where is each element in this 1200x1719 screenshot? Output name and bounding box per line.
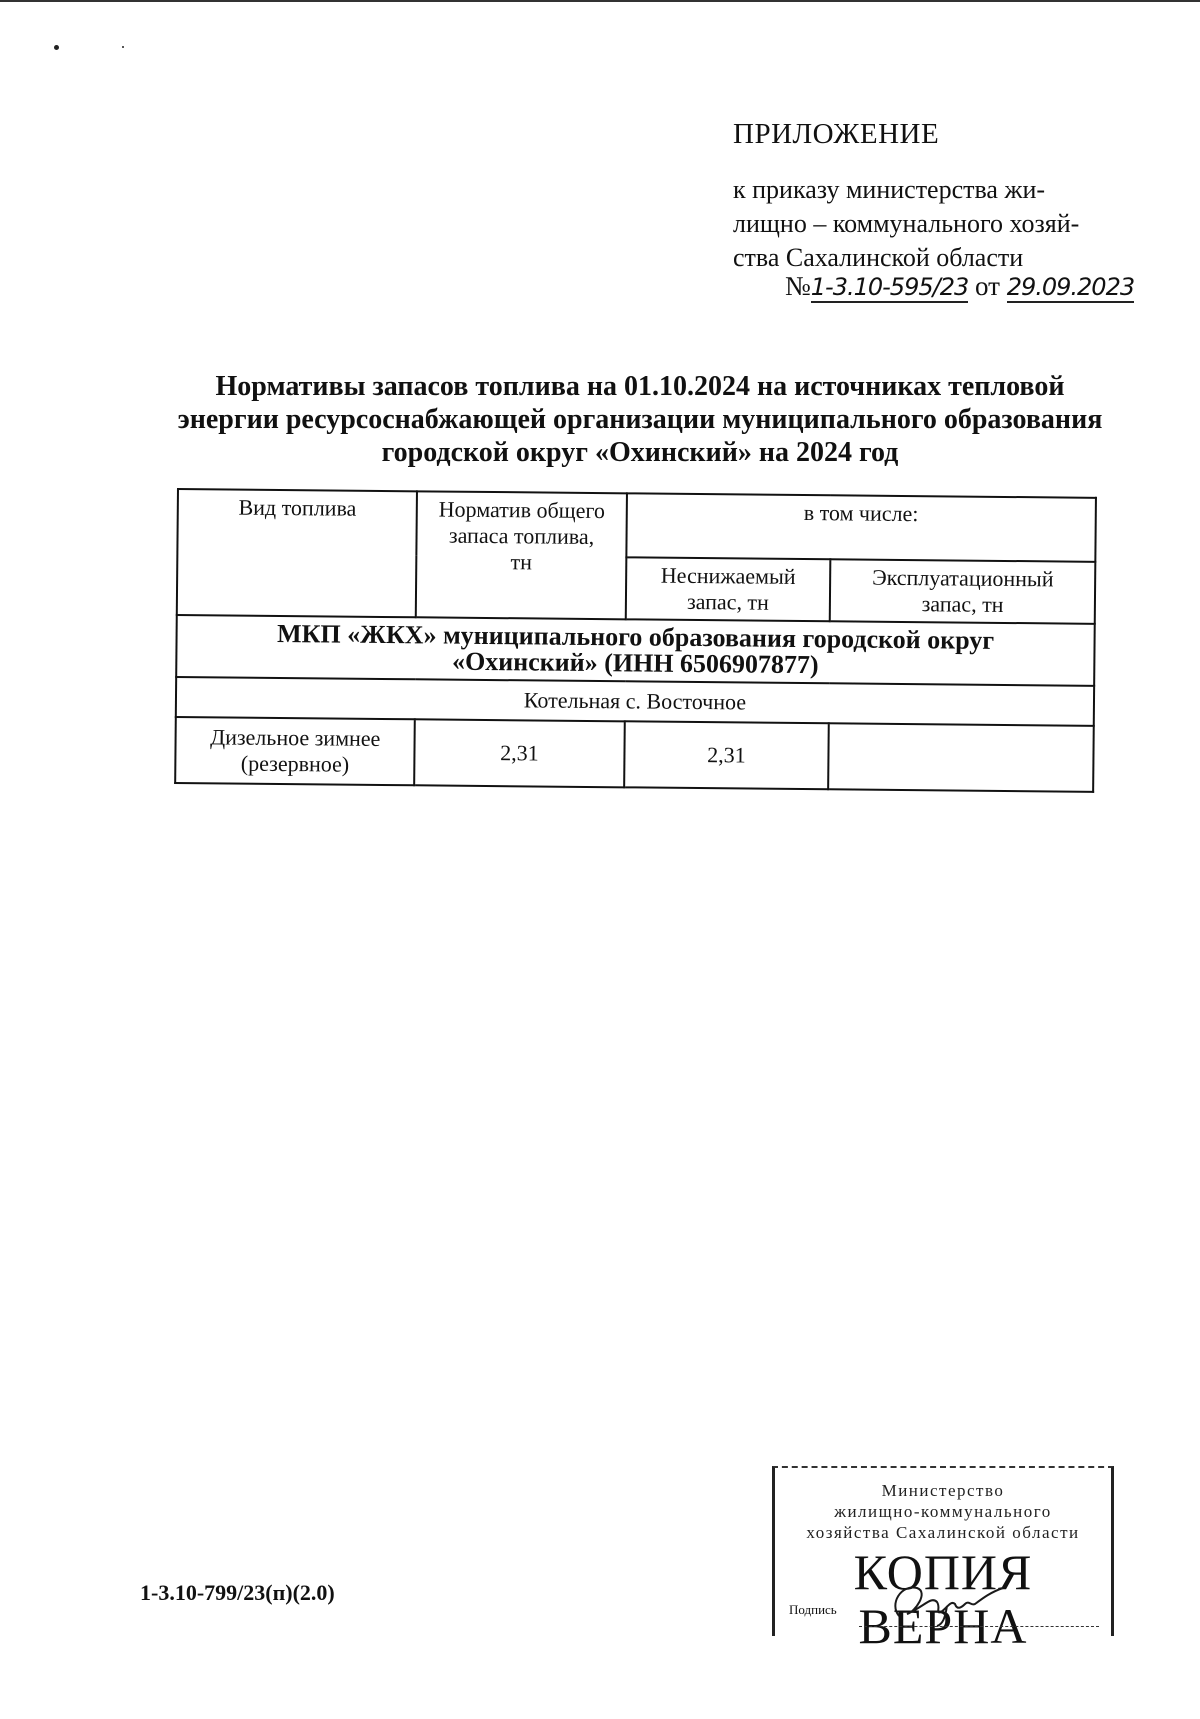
fuel-line: (резервное) [240,750,350,777]
order-date: 29.09.2023 [1006,273,1135,301]
document-title [160,370,1120,469]
header-operational [830,559,1095,624]
organization-row [176,615,1095,686]
scan-speck [122,46,124,48]
header-operational-line: запас, тн [921,591,1004,617]
total-cell: 2,31 [414,719,624,787]
title-line: энергии ресурсоснабжающей организации муниципального образования [177,404,1103,435]
header-total-norm-line: Норматив общего [438,496,606,524]
organization-line: МКП «ЖКХ» муниципального образования городской округ [276,618,995,655]
certified-copy-stamp [772,1466,1114,1654]
fuel-line: Дизельное зимнее [210,724,381,751]
appendix-title: ПРИЛОЖЕНИЕ [733,118,940,150]
stamp-line: жилищно-коммунального [834,1502,1052,1521]
document-code: 1-3.10-799/23(п)(2.0) [140,1580,335,1605]
header-including: в том числе: [626,493,1096,562]
handwritten-signature [885,1578,1015,1628]
scan-speck [54,45,59,50]
signature-line [859,1626,1099,1627]
title-line: городской округ «Охинский» на 2024 год [381,437,899,468]
stamp-line: хозяйства Сахалинской области [806,1523,1080,1542]
header-fuel-type: Вид топлива [177,489,418,617]
irreducible-cell: 2,31 [624,721,829,789]
signature-label: Подпись [789,1602,837,1617]
header-irreducible-line: запас, тн [686,588,770,615]
appendix-line: к приказу министерства жи- [733,175,1046,204]
header-irreducible [625,557,830,621]
organization-line: «Охинский» (ИНН 6506907877) [451,646,819,680]
order-reference [785,271,1134,303]
order-number: 1-3.10-595/23 [810,273,969,301]
header-total-norm [416,491,627,619]
header-total-norm-line: запаса топлива, [448,522,595,550]
order-number-prefix: № [785,271,811,301]
appendix-block [733,118,1153,275]
stamp-line: Министерство [881,1481,1005,1500]
header-operational-line: Эксплуатационный [872,564,1054,592]
order-date-prefix: от [974,271,1000,301]
scan-edge [0,0,1200,2]
header-irreducible-line: Неснижаемый [660,562,796,589]
appendix-line: ства Сахалинской области [733,243,1024,272]
stamp-title: КОПИЯ ВЕРНА [853,1544,1033,1654]
appendix-line: лищно – коммунального хозяй- [733,209,1080,238]
title-line: Нормативы запасов топлива на 01.10.2024 на источниках тепловой [215,371,1065,402]
table-row [175,717,1094,792]
boiler-row: Котельная с. Восточное [176,677,1094,726]
header-total-norm-line: тн [510,549,533,575]
fuel-norms-table [174,488,1097,793]
fuel-cell [175,717,415,785]
operational-cell [829,723,1094,792]
